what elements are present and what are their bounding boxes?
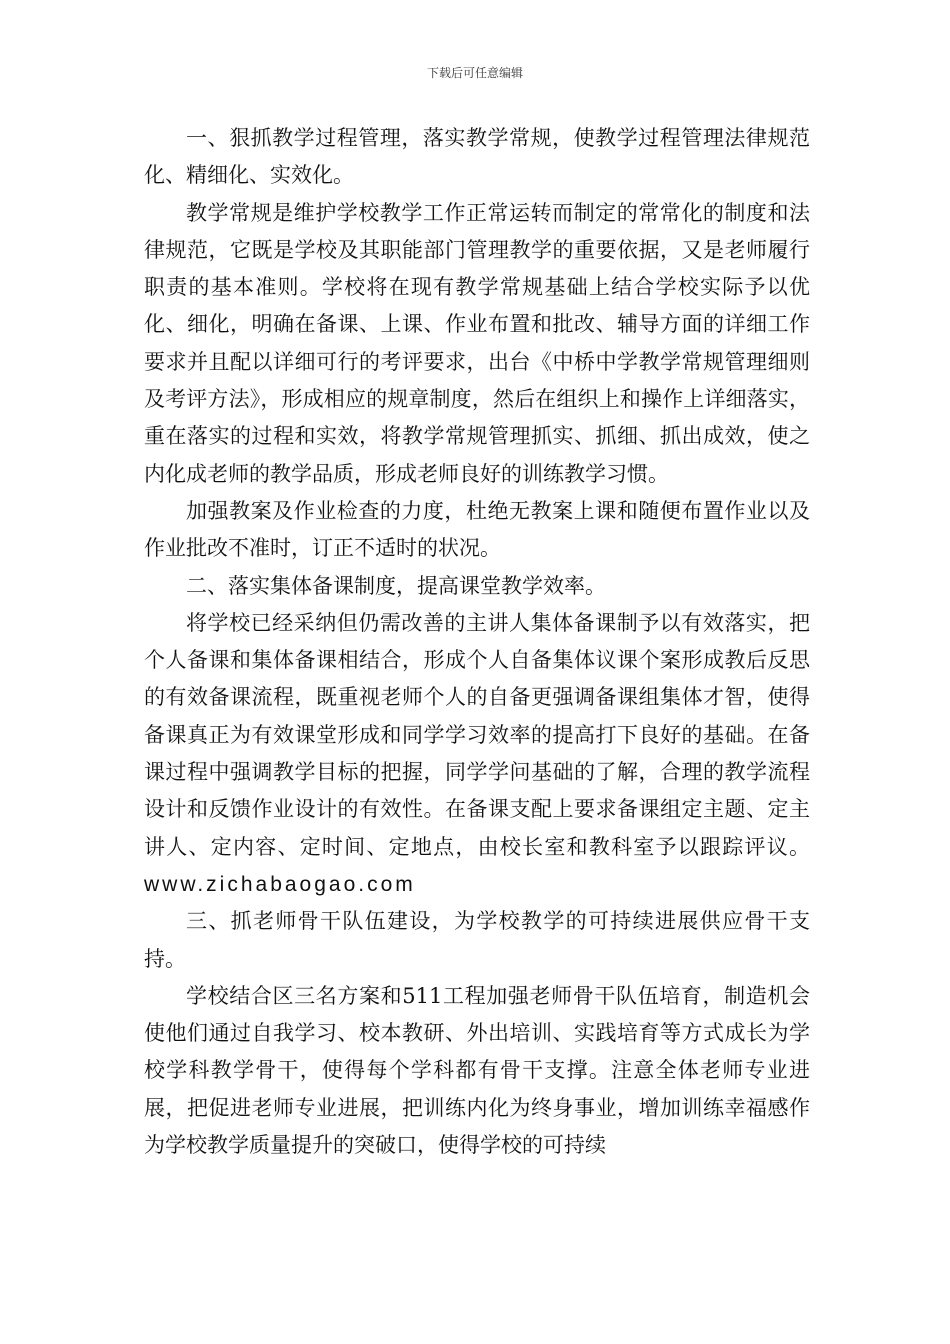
paragraph-heading-1: 一、狠抓教学过程管理，落实教学常规，使教学过程管理法律规范化、精细化、实效化。 (144, 126, 810, 188)
paragraph-text: 将学校已经采纳但仍需改善的主讲人集体备课制予以有效落实，把个人备课和集体备课相结合，形成个人自备集体议课个案形成教后反思的有效备课流程，既重视老师个人的自备更强调备课组集体才智，使得备课真正为有效课堂形成和同学学习效率的提高打下良好的基础。在备课过程中强调教学目标的把握，同学学问基础的了解，合理的教学流程设计和反馈作业设计的有效性。在备课支配上要求备课组定主题、定主讲人、定内容、定时间、定地点，由校长室和教科室予以跟踪评议。 (144, 610, 810, 859)
website-url: www.zichabaogao.com (144, 872, 416, 896)
paragraph: 加强教案及作业检查的力度，杜绝无教案上课和随便布置作业以及作业批改不准时，订正不适时的状况。 (144, 498, 810, 561)
paragraph-heading-2: 二、落实集体备课制度，提高课堂教学效率。 (186, 573, 606, 598)
paragraph-with-url (144, 605, 810, 903)
paragraph-heading-3: 三、抓老师骨干队伍建设，为学校教学的可持续进展供应骨干支持。 (144, 909, 810, 971)
paragraph: 教学常规是维护学校教学工作正常运转而制定的常常化的制度和法律规范，它既是学校及其职能部门管理教学的重要依据，又是老师履行职责的基本准则。学校将在现有教学常规基础上结合学校实际予以优化、细化，明确在备课、上课、作业布置和批改、辅导方面的详细工作要求并且配以详细可行的考评要求，出台《中桥中学教学常规管理细则及考评方法》，形成相应的规章制度，然后在组织上和操作上详细落实，重在落实的过程和实效，将教学常规管理抓实、抓细、抓出成效，使之内化成老师的教学品质，形成老师良好的训练教学习惯。 (144, 200, 810, 486)
paragraph: 学校结合区三名方案和511工程加强老师骨干队伍培育，制造机会使他们通过自我学习、校本教研、外出培训、实践培育等方式成长为学校学科教学骨干，使得每个学科都有骨干支撑。注意全体老师专业进展，把促进老师专业进展，把训练内化为终身事业，增加训练幸福感作为学校教学质量提升的突破口，使得学校的可持续 (144, 983, 810, 1158)
header-note: 下载后可任意编辑 (426, 66, 523, 80)
document-body (144, 120, 810, 1164)
